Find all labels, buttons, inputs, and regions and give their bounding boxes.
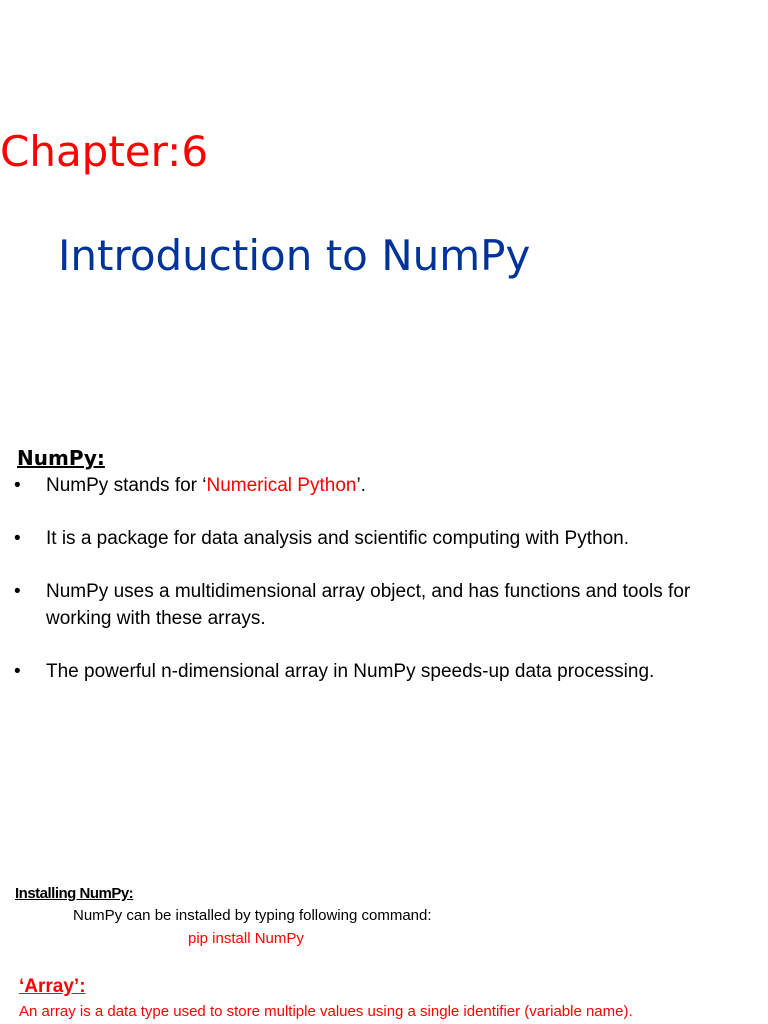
bullet-icon: • [14,581,21,602]
installing-text: NumPy can be installed by typing following command: [73,907,432,924]
numpy-bullet-list [0,472,768,685]
bullet-icon: • [14,528,21,549]
bullet-text-suffix: ’. [356,475,366,496]
install-command: pip install NumPy [188,930,304,947]
bullet-text-prefix: NumPy stands for ‘ [46,475,207,496]
chapter-heading: Chapter:6 [0,127,209,176]
bullet-icon: • [14,661,21,682]
page-title: Introduction to NumPy [58,231,531,280]
bullet-item [0,525,768,552]
bullet-text: The powerful n-dimensional array in NumPy speeds-up data processing. [46,661,655,682]
bullet-text: It is a package for data analysis and scientific computing with Python. [46,528,629,549]
array-definition: An array is a data type used to store multiple values using a single identifier (variable name). [19,1003,633,1020]
bullet-item [0,578,768,632]
bullet-text: NumPy uses a multidimensional array object, and has functions and tools for working with these arrays. [46,581,691,629]
installing-heading: Installing NumPy: [15,885,134,902]
highlighted-term: Numerical Python [206,475,357,496]
numpy-section-heading: NumPy: [17,446,105,470]
bullet-icon: • [14,475,21,496]
array-heading: ‘Array’: [19,976,86,997]
bullet-item [0,658,768,685]
bullet-item [0,472,768,499]
